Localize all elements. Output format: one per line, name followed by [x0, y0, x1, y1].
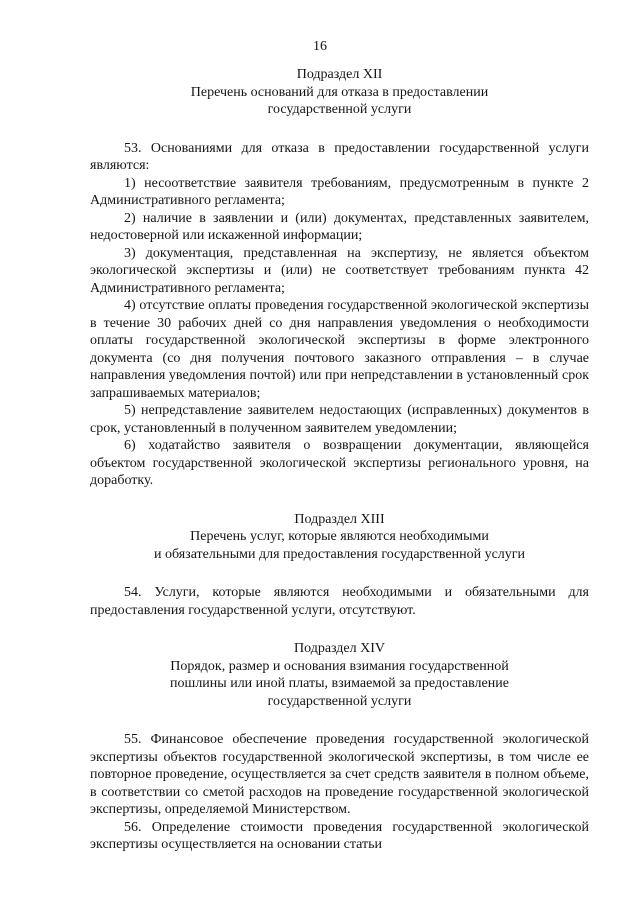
subsection-title: Подраздел XIV	[293, 641, 386, 656]
list-item: 1) несоответствие заявителя требованиям, предусмотренным в пункте 2 Административного регламента;	[90, 175, 589, 208]
paragraph-54: 54. Услуги, которые являются необходимыми и обязательными для предоставления государственной услуги, отсутствуют.	[90, 585, 589, 618]
list-item: 3) документация, представленная на экспертизу, не является объектом экологической экспертизы и (или) не соответствует требованиям пункта 42 Административного регламента;	[90, 245, 589, 296]
subsection-13-heading	[90, 511, 589, 564]
subsection-12-heading	[90, 66, 589, 119]
paragraph-55: 55. Финансовое обеспечение проведения государственной экологической экспертизы объектов государственной экологической экспертизы, в том числе ее повторное проведение, осуществляется за счет средств заявителя в полном объеме, в соответствии со сметой расходов на проведение государственной экологической экспертизы, определяемой Министерством.	[90, 732, 589, 817]
list-item: 5) непредставление заявителем недостающих (исправленных) документов в срок, установленный в полученном заявителем уведомлении;	[90, 403, 589, 436]
list-item: 4) отсутствие оплаты проведения государственной экологической экспертизы в течение 30 рабочих дней со дня направления уведомления о необходимости оплаты государственной экологической экспертизы в форме электронного документа (со дня получения почтового заказного отправления – в случае направления уведомления почтой) или при непредставлении в установленный срок запрашиваемых материалов;	[90, 298, 589, 401]
heading-line: государственной услуги	[267, 693, 412, 709]
heading-line: и обязательными для предоставления государственной услуги	[153, 546, 526, 562]
list-item: 6) ходатайство заявителя о возвращении документации, являющейся объектом государственной экологической экспертизы регионального уровня, на доработку.	[90, 438, 589, 488]
subsection-title: Подраздел XIII	[294, 511, 385, 527]
subsection-title: Подраздел XII	[296, 67, 383, 82]
page-number: 16	[313, 39, 327, 54]
paragraph-53: 53. Основаниями для отказа в предоставлении государственной услуги являются:	[90, 140, 589, 173]
heading-line: Перечень оснований для отказа в предоставлении	[190, 84, 489, 100]
paragraph-56: 56. Определение стоимости проведения государственной экологической экспертизы осуществляется на основании статьи	[90, 819, 589, 852]
list-item: 2) наличие в заявлении и (или) документах, представленных заявителем, недостоверной или искаженной информации;	[90, 210, 589, 243]
subsection-14-heading	[90, 640, 589, 710]
heading-line: Перечень услуг, которые являются необходимыми	[190, 529, 489, 544]
document-body	[90, 66, 589, 854]
heading-line: государственной услуги	[267, 102, 412, 117]
heading-line: Порядок, размер и основания взимания государственной	[170, 658, 509, 674]
heading-line: пошлины или иной платы, взимаемой за предоставление	[170, 676, 509, 691]
